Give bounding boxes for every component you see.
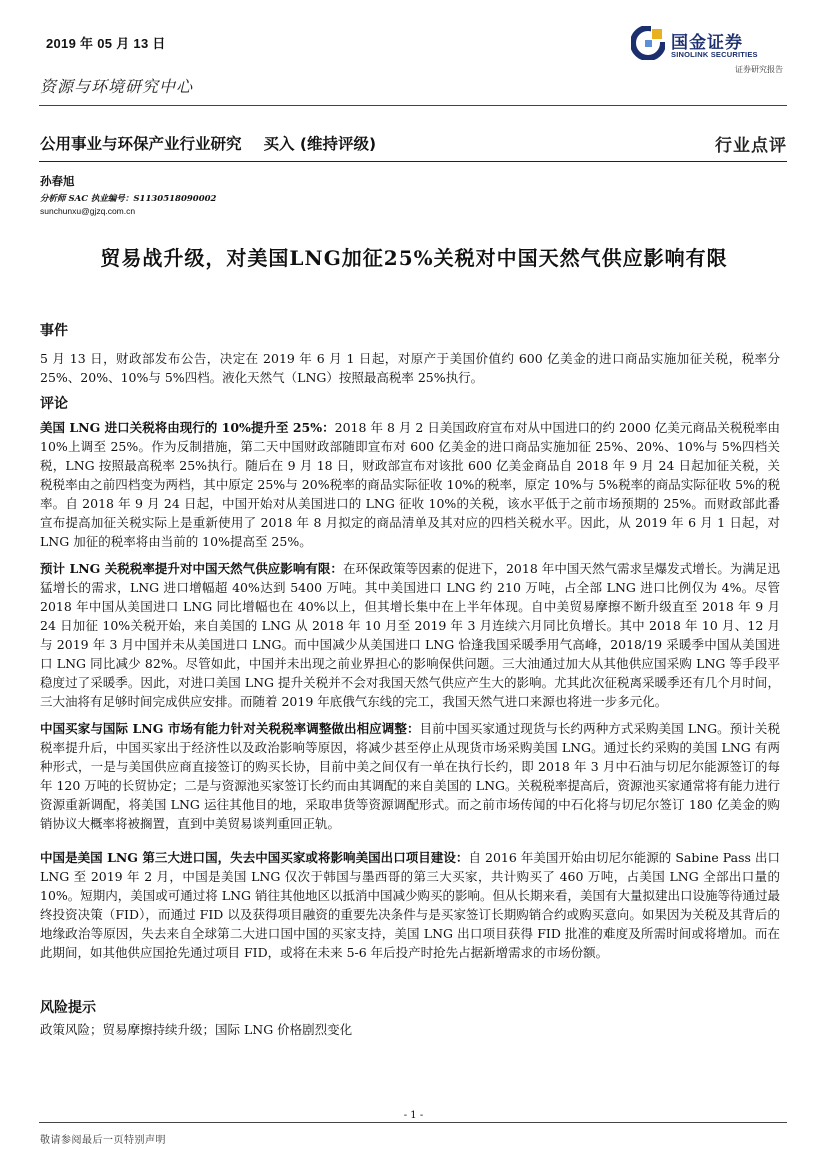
comment-paragraph-2 [40, 559, 780, 711]
paragraph-lead: 美国 LNG 进口关税将由现行的 10%提升至 25%： [40, 420, 335, 435]
paragraph-body: 在环保政策等因素的促进下，2018 年中国天然气需求呈爆发式增长。为满足迅猛增长的需求，LNG 进口增幅超 40%达到 5400 万吨。其中美国进口 LNG 约 210 万吨，占全部 LNG 进口比例仅为 4%。尽管 2018 年中国从美国进口 LNG 同比增幅也在 40%以上，但其增长集中在上半年体现。自中美贸易摩擦不断升级直至 2018 年 9 月 24 日加征 10%关税开始，来自美国的 LNG 从 2018 年 10 月至 2019 年 3 月连续六月同比负增长。其中 2018 年 10 月、12 月与 2019 年 3 月中国并未从美国进口 LNG。而中国减少从美国进口 LNG 恰逢我国采暖季用气高峰，2018/19 采暖季中国从美国进口 LNG 同比减少 82%。尽管如此，中国并未出现之前业界担心的影响保供问题。三大油通过加大从其他供应国采购 LNG 等手段平稳度过了采暖季。因此，对进口美国 LNG 提升关税并不会对我国天然气供应产生大的影响。尤其此次征税离采暖季还有几个月时间，三大油将有足够时间完成供应安排。而随着 2019 年底俄气东线的完工，我国天然气进口来源也将进一步多元化。 [40, 561, 780, 709]
event-heading: 事件 [40, 323, 68, 339]
research-center: 资源与环境研究中心 [40, 77, 194, 96]
report-date: 2019 年 05 月 13 日 [46, 36, 166, 51]
paragraph-lead: 中国是美国 LNG 第三大进口国，失去中国买家或将影响美国出口项目建设： [40, 850, 469, 865]
rating: 买入 (维持评级) [263, 135, 377, 153]
header-divider [39, 105, 787, 106]
report-title: 贸易战升级，对美国LNG加征25%关税对中国天然气供应影响有限 [100, 246, 728, 270]
risk-heading: 风险提示 [40, 1000, 96, 1016]
author-license: 分析师 SAC 执业编号：S1130518090002 [40, 194, 217, 204]
sinolink-logo [631, 24, 791, 84]
logo-subtitle: 证券研究报告 [735, 65, 783, 74]
footer-divider [39, 1122, 787, 1123]
logo-en-text: SINOLINK SECURITIES [671, 50, 758, 59]
comment-paragraph-3 [40, 719, 780, 833]
author-name: 孙春旭 [40, 174, 75, 188]
comment-paragraph-1 [40, 418, 780, 551]
comment-heading: 评论 [40, 396, 68, 412]
paragraph-body: 2018 年 8 月 2 日美国政府宣布对从中国进口的约 2000 亿美元商品关税税率由 10%上调至 25%。作为反制措施，第二天中国财政部随即宣布对 600 亿美金的进口商品实施加征 25%、20%、10%与 5%四档关税，LNG 按照最高税率 25%执行。随后在 9 月 18 日，财政部宣布对该批 600 亿美金商品自 2018 年 9 月 24 日起加征关税，关税税率由之前四档变为两档，其中原定 25%与 20%税率的商品实际征收 10%的税率，原定 10%与 5%税率的商品实际征收 5%的税率。自 2018 年 9 月 24 日起，中国开始对从美国进口的 LNG 征收 10%的关税，该水平低于之前市场预期的 25%。而财政部此番宣布提高加征关税实际上是重新使用了 2018 年 8 月拟定的商品清单及其对应的四档关税水平。因此，从 2019 年 6 月 1 日起，对 LNG 加征的税率将由当前的 10%提高至 25%。 [40, 420, 780, 549]
paragraph-lead: 中国买家与国际 LNG 市场有能力针对关税税率调整做出相应调整： [40, 721, 420, 736]
event-text [40, 349, 780, 387]
risk-paragraph: 政策风险；贸易摩擦持续升级；国际 LNG 价格剧烈变化 [40, 1022, 353, 1037]
industry-name: 公用事业与环保产业行业研究 [40, 135, 242, 153]
paragraph-lead: 预计 LNG 关税税率提升对中国天然气供应影响有限： [40, 561, 343, 576]
paragraph-body: 目前中国买家通过现货与长约两种方式采购美国 LNG。预计关税税率提升后，中国买家出于经济性以及政治影响等原因，将减少甚至停止从现货市场采购美国 LNG。通过长约采购的美国 LNG 有两种形式，一是与美国供应商直接签订的购买长协，目前中美之间仅有一单在执行长约，即 2018 年 3 月中石油与切尼尔能源签订的每年 120 万吨的长贸协定；二是与资源池买家签订长约而由其调配的来自美国的 LNG。关税税率提高后，资源池买家通常将有能力进行资源重新调配，将美国 LNG 运往其他目的地，采取串货等资源调配形式。而之前市场传闻的中石化将与切尼尔签订 180 亿美金的购销协议大概率将被搁置，直到中美贸易谈判重回正轨。 [40, 721, 781, 831]
logo-cn-text: 国金证券 [671, 33, 743, 53]
paragraph-body: 自 2016 年美国开始由切尼尔能源的 Sabine Pass 出口 LNG 至 2019 年 2 月，中国是美国 LNG 仅次于韩国与墨西哥的第三大买家，共计购买了 460 万吨，占美国 LNG 全部出口量的 10%。短期内，美国或可通过将 LNG 销往其他地区以抵消中国减少购买的影响。但从长期来看，美国有大量拟建出口设施等待通过最终投资决策（FID），而通过 FID 以及获得项目融资的重要先决条件与是买家签订长期购销合约或购买意向。如果因为关税及其背后的地缘政治等原因，失去来自全球第二大进口国中国的买家支持，美国 LNG 出口项目获得 FID 批准的难度及所需时间或将增加。而在此期间，如其他供应国抢先通过项目 FID，或将在未来 5-6 年后投产时抢先占据新增需求的市场份额。 [40, 850, 780, 960]
report-type: 行业点评 [715, 136, 787, 156]
sinolink-logo-icon [631, 26, 665, 60]
page-number: - 1 - [403, 1110, 424, 1121]
event-paragraph: 5 月 13 日，财政部发布公告，决定在 2019 年 6 月 1 日起，对原产于美国价值约 600 亿美金的进口商品实施加征关税，税率分 25%、20%、10%与 5%四档。液化天然气（LNG）按照最高税率 25%执行。 [40, 351, 780, 385]
industry-line [40, 132, 376, 154]
footer-disclaimer: 敬请参阅最后一页特别声明 [40, 1135, 166, 1146]
author-email[interactable]: sunchunxu@gjzq.com.cn [40, 206, 136, 216]
risk-text [40, 1020, 780, 1039]
industry-divider [39, 161, 787, 162]
comment-paragraph-4 [40, 848, 780, 962]
